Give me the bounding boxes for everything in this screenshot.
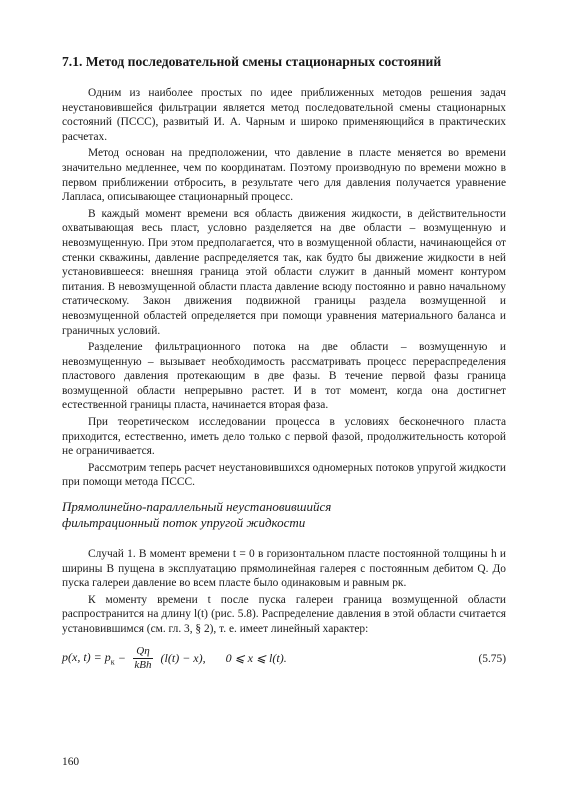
paragraph: Метод основан на предположении, что давление в пласте меняется во времени значительно медленнее, чем по координатам. Поэтому производную по времени можно в первом приближении отбросить, в результате чего для давления получается уравнение Лапласа, описывающее стационарный процесс. bbox=[62, 147, 506, 204]
formula-condition: 0 ⩽ x ⩽ l(t). bbox=[225, 650, 287, 665]
subsection-title bbox=[62, 499, 506, 531]
formula-fraction bbox=[131, 645, 154, 672]
equation-5-75 bbox=[62, 643, 506, 677]
subsection-title-line: Прямолинейно-параллельный неустановившийся bbox=[62, 499, 332, 515]
paragraph: В каждый момент времени вся область движения жидкости, в действительности охватывающая весь пласт, условно разделяется на две области – возмущенную и невозмущенную. При этом предполагается, что в возмущенной области, начинающейся от стенки скважины, давление распределяется так, как будто бы движение жидкости в ней установившееся: внешняя граница этой области служит в данный момент контуром питания. В невозмущенной области пласта давление всюду постоянно и равно начальному статическому. Закон движения подвижной границы раздела возмущенной и невозмущенной областей определяется при помощи уравнения материального баланса и граничных условий. bbox=[62, 207, 506, 337]
page-number: 160 bbox=[62, 756, 80, 768]
formula-minus: − bbox=[118, 650, 126, 665]
page-body bbox=[62, 54, 506, 677]
fraction-numerator: Qη bbox=[133, 645, 152, 659]
section-title: 7.1. Метод последовательной смены стационарных состояний bbox=[62, 54, 442, 69]
paragraph: Рассмотрим теперь расчет неустановившихся одномерных потоков упругой жидкости при помощи метода ПССС. bbox=[62, 461, 506, 489]
formula bbox=[62, 645, 287, 672]
paragraph: К моменту времени t после пуска галереи граница возмущенной области распространится на длину l(t) (рис. 5.8). Распределение давления в этой области считается установившимся (см. гл. 3, § 2), т. е. имеет линейный характер: bbox=[62, 593, 506, 635]
formula-rhs: (l(t) − x), bbox=[160, 650, 206, 665]
paragraph: При теоретическом исследовании процесса в условиях бесконечного пласта приходится, естественно, иметь дело только с первой фазой, продолжительность которой не ограничивается. bbox=[62, 416, 506, 458]
paragraph: Случай 1. В момент времени t = 0 в горизонтальном пласте постоянной толщины h и ширины B пущена в эксплуатацию прямолинейная галерея с постоянным дебитом Q. До пуска галереи давление во всем пласте было одинаковым и равным pк. bbox=[62, 548, 506, 590]
paragraph: Разделение фильтрационного потока на две области – возмущенную и невозмущенную – вызывает необходимость рассматривать процесс перераспределения пластового давления протекающим в две фазы. В течение первой фазы граница возмущенной области непрерывно растет. И в тот момент, когда она достигнет естественной границы пласта, начинается вторая фаза. bbox=[62, 341, 506, 412]
fraction-denominator: kBh bbox=[134, 658, 152, 671]
equation-number: (5.75) bbox=[478, 652, 506, 665]
subsection-title-line: фильтрационный поток упругой жидкости bbox=[62, 515, 306, 531]
paragraph: Одним из наиболее простых по идее приближенных методов решения задач неустановившейся фильтрации является метод последовательной смены стационарных состояний (ПССС), развитый И. А. Чарным и широко применяющийся в практических расчетах. bbox=[62, 87, 506, 143]
formula-lhs: p(x, $t) = p_к$ bbox=[62, 649, 115, 667]
